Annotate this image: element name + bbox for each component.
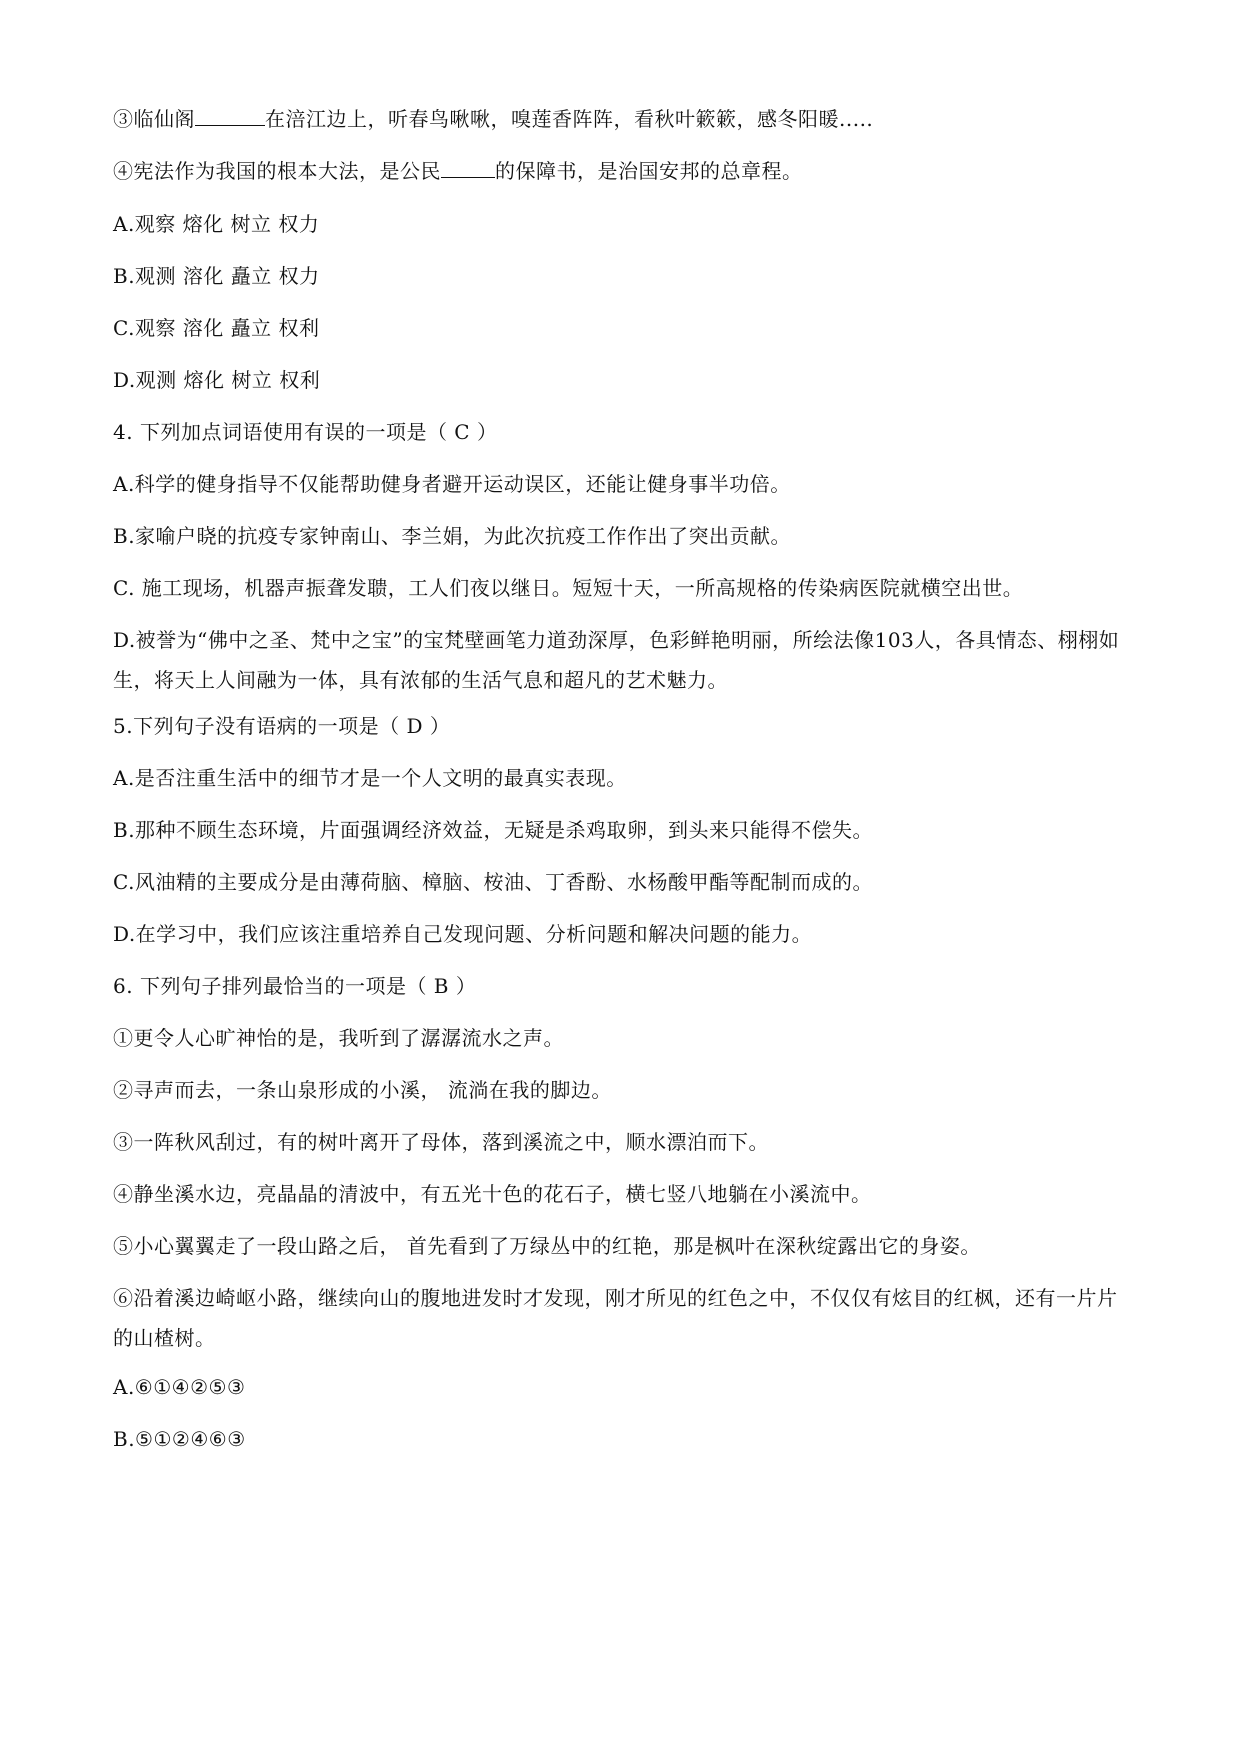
fill-blank bbox=[195, 107, 265, 126]
q3-sentence-3-before: ③临仙阁 bbox=[113, 107, 195, 131]
q3-option-d: D.观测 熔化 树立 权利 bbox=[113, 368, 321, 392]
q4-option-a: A.科学的健身指导不仅能帮助健身者避开运动误区，还能让健身事半功倍。 bbox=[113, 472, 791, 496]
q3-sentence-4-after: 的保障书，是治国安邦的总章程。 bbox=[495, 159, 803, 183]
q6-sentence-6: ⑥沿着溪边崎岖小路，继续向山的腹地进发时才发现，刚才所见的红色之中，不仅仅有炫目的红枫，还有一片片的山楂树。 bbox=[113, 1286, 1118, 1350]
q3-sentence-3 bbox=[113, 105, 1133, 133]
q5-option-b: B.那种不顾生态环境，片面强调经济效益，无疑是杀鸡取卵，到头来只能得不偿失。 bbox=[113, 818, 874, 842]
q6-option-b: B.⑤①②④⑥③ bbox=[113, 1427, 246, 1451]
q4-option-d: D.被誉为“佛中之圣、梵中之宝”的宝梵壁画笔力道劲深厚，色彩鲜艳明丽，所绘法像103人，各具情态、栩栩如生，将天上人间融为一体，具有浓郁的生活气息和超凡的艺术魅力。 bbox=[113, 628, 1120, 692]
q3-option-c: C.观察 溶化 矗立 权利 bbox=[113, 316, 320, 340]
q5-option-d: D.在学习中，我们应该注重培养自己发现问题、分析问题和解决问题的能力。 bbox=[113, 922, 813, 946]
q6-sentence-2: ②寻声而去，一条山泉形成的小溪， 流淌在我的脚边。 bbox=[113, 1078, 612, 1102]
q4-option-c: C. 施工现场，机器声振聋发聩，工人们夜以继日。短短十天，一所高规格的传染病医院就横空出世。 bbox=[113, 576, 1024, 600]
q6-sentence-5: ⑤小心翼翼走了一段山路之后， 首先看到了万绿丛中的红艳，那是枫叶在深秋绽露出它的身姿。 bbox=[113, 1234, 981, 1258]
q5-option-c: C.风油精的主要成分是由薄荷脑、樟脑、桉油、丁香酚、水杨酸甲酯等配制而成的。 bbox=[113, 870, 873, 894]
fill-blank bbox=[441, 159, 495, 178]
q6-sentence-3: ③一阵秋风刮过，有的树叶离开了母体，落到溪流之中，顺水漂泊而下。 bbox=[113, 1130, 769, 1154]
q3-sentence-4 bbox=[113, 157, 1133, 185]
q5-stem: 5.下列句子没有语病的一项是（ D ） bbox=[113, 714, 451, 738]
q6-sentence-4: ④静坐溪水边，亮晶晶的清波中，有五光十色的花石子，横七竖八地躺在小溪流中。 bbox=[113, 1182, 872, 1206]
q3-option-a: A.观察 熔化 树立 权力 bbox=[113, 212, 320, 236]
q3-sentence-4-before: ④宪法作为我国的根本大法，是公民 bbox=[113, 159, 441, 183]
q3-option-b: B.观测 溶化 矗立 权力 bbox=[113, 264, 320, 288]
q6-option-a: A.⑥①④②⑤③ bbox=[113, 1375, 246, 1399]
q3-sentence-3-after: 在涪江边上，听春鸟啾啾，嗅莲香阵阵，看秋叶簌簌，感冬阳暖..... bbox=[265, 107, 874, 131]
q4-stem: 4. 下列加点词语使用有误的一项是（ C ） bbox=[113, 420, 498, 444]
q4-option-b: B.家喻户晓的抗疫专家钟南山、李兰娟，为此次抗疫工作作出了突出贡献。 bbox=[113, 524, 792, 548]
q6-sentence-1: ①更令人心旷神怡的是，我听到了潺潺流水之声。 bbox=[113, 1026, 564, 1050]
q6-stem: 6. 下列句子排列最恰当的一项是（ B ） bbox=[113, 974, 477, 998]
q5-option-a: A.是否注重生活中的细节才是一个人文明的最真实表现。 bbox=[113, 766, 627, 790]
